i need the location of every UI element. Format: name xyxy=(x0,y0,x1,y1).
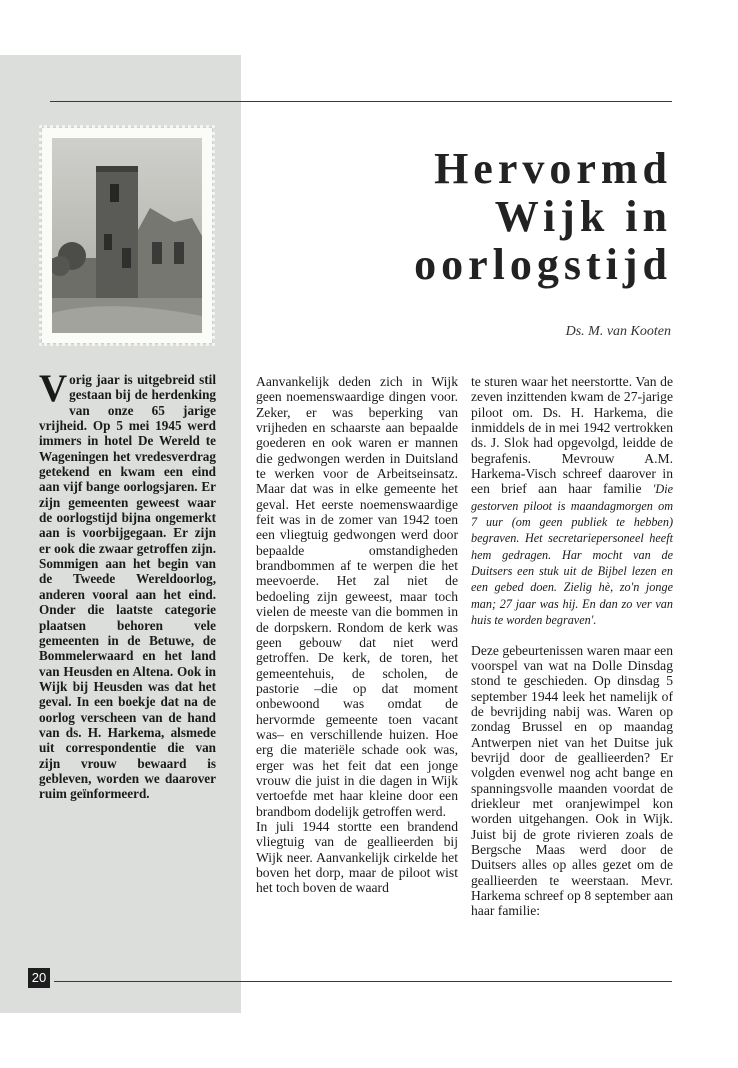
drop-cap: V xyxy=(39,367,68,410)
church-tower-photo xyxy=(52,138,202,333)
title-line-1: Hervormd xyxy=(434,144,672,193)
paragraph: Deze gebeurtenissen waren maar een voorspel van wat na Dolle Dinsdag stond te geschieden. Op dinsdag 5 september 1944 leek het namelijk of de bevrijding nabij was. Waren op zondag Brussel en op maandag Antwerpen niet van het Duitse juk bevrijd door de geallieerden? Er volgden evenwel nog acht bange en spanningsvolle maanden voordat de driekleur met oranjewimpel kon worden uitgehangen. Ook in Wijk. Juist bij de grote rivieren zoals de Bergsche Maas werd door de Duitsers alles op alles gezet om de geallieerden te weerstaan. Mevr. Harkema schreef op 8 september aan haar familie: xyxy=(471,642,673,919)
church-ruin-image xyxy=(52,138,202,333)
body-column-2 xyxy=(256,374,458,896)
paragraph xyxy=(471,374,673,629)
title-line-3: oorlogstijd xyxy=(414,240,672,289)
church-photo-frame xyxy=(42,128,212,343)
article-author: Ds. M. van Kooten xyxy=(565,324,671,339)
paragraph: Aanvankelijk deden zich in Wijk geen noemenswaardige dingen voor. Zeker, er was beperking van vrijheden en schaarste aan bepaalde goederen en ook waren er mannen die gedwongen werden in Duitsland te werken voor de Arbeitseinsatz. Maar dat was in elke gemeente het geval. Het eerste noemenswaardige feit was in de zomer van 1942 toen een vliegtuig gedwongen werd door bepaalde omstandigheden brandbommen af te werpen die het meevoerde. Het zal niet de bedoeling zijn geweest, maar toch vielen de meeste van die bommen in de dorpskern. Rondom de kerk was geen gebouw dat niet werd getroffen. De kerk, de toren, het gemeentehuis, de scholen, de pastorie –die op dat moment onbewoond was omdat de hervormde gemeente toen vacant was– en verschillende huizen. Hoe erg die materiële schade ook was, erger was het feit dat een jonge vrouw die juist in die dagen in Wijk vertoefde met haar kleine door een brandbom dodelijk getroffen werd. xyxy=(256,374,458,819)
page-number: 20 xyxy=(28,968,50,988)
body-column-3 xyxy=(471,374,673,919)
top-rule xyxy=(50,101,672,102)
paragraph: In juli 1944 stortte een brandend vliegtuig van de geallieerden bij Wijk neer. Aanvankelijk cirkelde het boven het dorp, maar de piloot wist het toch boven de waard xyxy=(256,818,458,896)
bottom-rule xyxy=(54,981,672,982)
letter-quote: 'Die gestorven piloot is maandagmorgen om 7 uur (om geen publiek te hebben) begraven. Het secretariepersoneel heeft hem gedragen. Har mocht van de Duitsers een stuk uit de Bijbel lezen en een gebed doen. Zielig hè, zo'n jonge man; 27 jaar was hij. En dan zo ver van huis te worden begraven'. xyxy=(471,482,674,628)
title-line-2: Wijk in xyxy=(494,192,672,241)
paragraph-text: te sturen waar het neerstortte. Van de zeven inzittenden kwam de 27-jarige piloot om. Ds. H. Harkema, die inmiddels de in mei 1942 vertrokken ds. J. Slok had opgevolgd, leidde de begrafenis. Mevrouw A.M. Harkema-Visch schreef daarover in een brief aan haar familie xyxy=(471,374,673,497)
article-title xyxy=(342,145,672,289)
intro-text: orig jaar is uitgebreid stil gestaan bij de herdenking van onze 65 jarige vrijheid. Op 5 mei 1945 werd immers in hotel De Wereld te Wageningen het vredesverdrag getekend en kwam een eind aan vijf bange oorlogsjaren. Er zijn gemeenten geweest waar de oorlogstijd bijna ongemerkt aan is voorbijgegaan. Er zijn er ook die zwaar getroffen zijn. Sommigen aan het begin van de Tweede Wereldoorlog, anderen vooral aan het eind. Onder die laatste categorie plaatsen behoren vele gemeenten in de Betuwe, de Bommelerwaard en het land van Heusden en Altena. Ook in Wijk bij Heusden was dat het geval. In een boekje dat na de oorlog verscheen van de hand van ds. H. Harkema, alsmede uit correspondentie die van zijn vrouw bewaard is gebleven, worden we daarover ruim geïnformeerd. xyxy=(39,372,216,802)
intro-column xyxy=(39,367,216,802)
